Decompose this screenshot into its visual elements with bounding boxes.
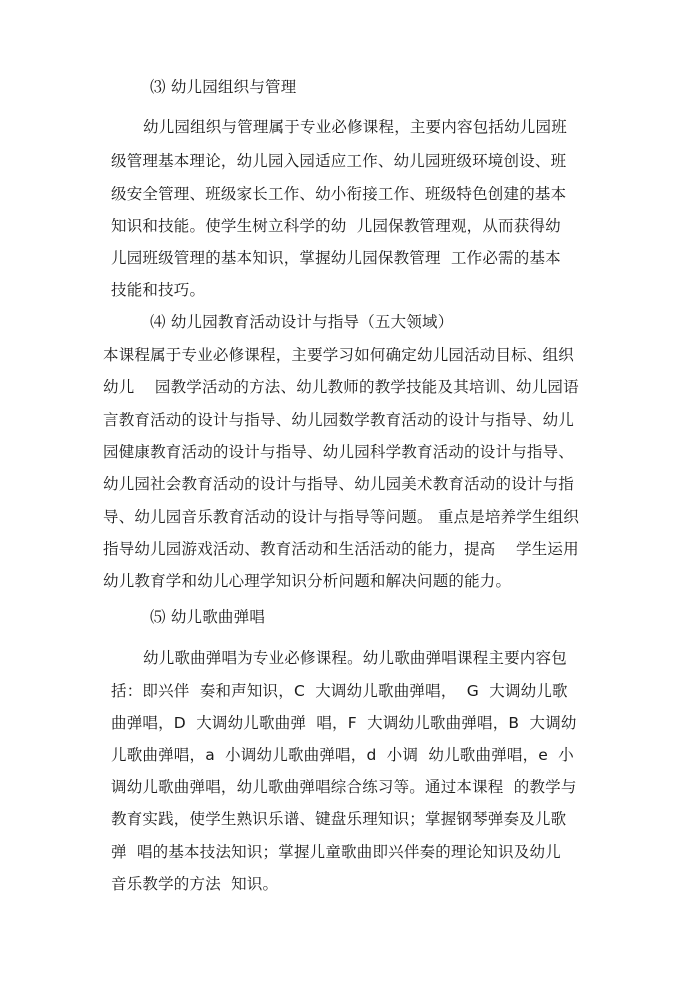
section-heading: ⑷ 幼儿园教育活动设计与指导（五大领域） (150, 313, 454, 331)
paragraph-line: 指导幼儿园游戏活动、教育活动和生活活动的能力，提高 学生运用 (103, 540, 579, 558)
paragraph-line: 括：即兴伴 奏和声知识，C 大调幼儿歌曲弹唱， G 大调幼儿歌 (111, 682, 568, 700)
paragraph-line: 知识和技能。使学生树立科学的幼 儿园保教管理观，从而获得幼 (111, 217, 561, 235)
paragraph-line: 幼儿歌曲弹唱为专业必修课程。幼儿歌曲弹唱课程主要内容包 (143, 649, 567, 667)
paragraph-line: 音乐教学的方法 知识。 (111, 875, 279, 893)
paragraph-line: 幼儿园组织与管理属于专业必修课程，主要内容包括幼儿园班 (143, 118, 567, 136)
paragraph-line: 调幼儿歌曲弹唱，幼儿歌曲弹唱综合练习等。通过本课程 的教学与 (111, 778, 577, 796)
paragraph-line: 幼儿园社会教育活动的设计与指导、幼儿园美术教育活动的设计与指 (103, 475, 575, 493)
paragraph-line: 导、幼儿园音乐教育活动的设计与指导等问题。 重点是培养学生组织 (103, 508, 580, 526)
paragraph-line: 言教育活动的设计与指导、幼儿园数学教育活动的设计与指导、幼儿 (103, 411, 575, 429)
paragraph-line: 弹 唱的基本技法知识；掌握儿童歌曲即兴伴奏的理论知识及幼儿 (111, 843, 561, 861)
paragraph-line: 级管理基本理论，幼儿园入园适应工作、幼儿园班级环境创设、班 (111, 152, 567, 170)
section-heading: ⑶ 幼儿园组织与管理 (150, 78, 297, 96)
paragraph-line: 儿园班级管理的基本知识，掌握幼儿园保教管理 工作必需的基本 (111, 249, 561, 267)
section-heading: ⑸ 幼儿歌曲弹唱 (150, 608, 266, 626)
paragraph-line: 教育实践，使学生熟识乐谱、键盘乐理知识；掌握钢琴弹奏及儿歌 (111, 810, 567, 828)
paragraph-line: 曲弹唱，D 大调幼儿歌曲弹 唱，F 大调幼儿歌曲弹唱，B 大调幼 (111, 714, 577, 732)
paragraph-line: 本课程属于专业必修课程，主要学习如何确定幼儿园活动目标、组织 (103, 346, 575, 364)
paragraph-line: 幼儿教育学和幼儿心理学知识分析问题和解决问题的能力。 (103, 572, 512, 590)
paragraph-line: 技能和技巧。 (111, 281, 206, 299)
paragraph-line: 幼儿 园教学活动的方法、幼儿教师的教学技能及其培训、幼儿园语 (103, 378, 579, 396)
paragraph-line: 儿歌曲弹唱，a 小调幼儿歌曲弹唱，d 小调 幼儿歌曲弹唱，e 小 (111, 746, 574, 764)
paragraph-line: 级安全管理、班级家长工作、幼小衔接工作、班级特色创建的基本 (111, 185, 567, 203)
paragraph-line: 园健康教育活动的设计与指导、幼儿园科学教育活动的设计与指导、 (103, 443, 575, 461)
